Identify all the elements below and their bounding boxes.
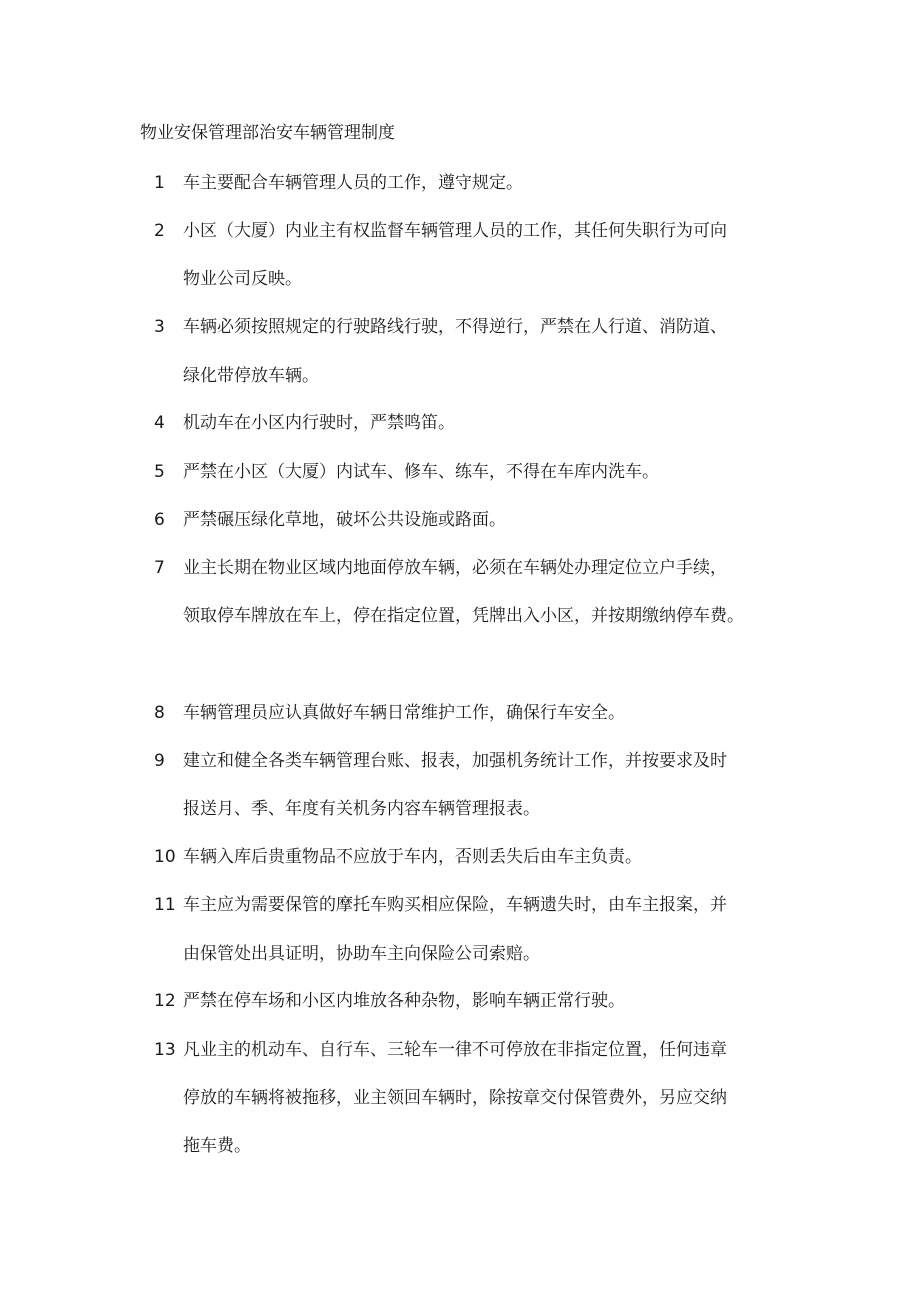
- rule-text-line: 领取停车牌放在车上，停在指定位置，凭牌出入小区，并按期缴纳停车费。: [183, 606, 744, 626]
- rule-text-line: 建立和健全各类车辆管理台账、报表，加强机务统计工作，并按要求及时: [183, 751, 727, 771]
- rule-text-line: 车辆管理员应认真做好车辆日常维护工作，确保行车安全。: [183, 703, 625, 723]
- rule-text-line: 机动车在小区内行驶时，严禁鸣笛。: [183, 413, 455, 433]
- rule-text-line: 物业公司反映。: [183, 269, 302, 289]
- rule-text-line: 严禁碾压绿化草地，破坏公共设施或路面。: [183, 510, 506, 530]
- rule-number: 8: [154, 703, 165, 723]
- rule-number: 1: [154, 173, 165, 193]
- rule-number: 9: [154, 751, 165, 771]
- rule-text-line: 拖车费。: [183, 1136, 251, 1156]
- document-title: 物业安保管理部治安车辆管理制度: [140, 123, 395, 143]
- rule-number: 6: [154, 510, 165, 530]
- rule-number: 11: [154, 895, 176, 915]
- rule-number: 13: [154, 1040, 176, 1060]
- rule-text-line: 凡业主的机动车、自行车、三轮车一律不可停放在非指定位置，任何违章: [183, 1040, 727, 1060]
- rule-text-line: 报送月、季、年度有关机务内容车辆管理报表。: [183, 799, 540, 819]
- rule-text-line: 停放的车辆将被拖移，业主领回车辆时，除按章交付保管费外，另应交纳: [183, 1088, 727, 1108]
- rule-number: 12: [154, 991, 176, 1011]
- rule-text-line: 由保管处出具证明，协助车主向保险公司索赔。: [183, 944, 540, 964]
- rule-text-line: 业主长期在物业区域内地面停放车辆，必须在车辆处办理定位立户手续，: [183, 558, 727, 578]
- rule-text-line: 绿化带停放车辆。: [183, 366, 319, 386]
- rule-text-line: 严禁在停车场和小区内堆放各种杂物，影响车辆正常行驶。: [183, 991, 625, 1011]
- rule-number: 5: [154, 462, 165, 482]
- rule-text-line: 小区（大厦）内业主有权监督车辆管理人员的工作，其任何失职行为可向: [183, 221, 727, 241]
- rule-text-line: 车辆必须按照规定的行驶路线行驶，不得逆行，严禁在人行道、消防道、: [183, 317, 727, 337]
- rule-number: 10: [154, 847, 176, 867]
- rule-text-line: 车辆入库后贵重物品不应放于车内，否则丢失后由车主负责。: [183, 847, 642, 867]
- rule-number: 7: [154, 558, 165, 578]
- rule-text-line: 车主要配合车辆管理人员的工作，遵守规定。: [183, 173, 523, 193]
- rule-text-line: 车主应为需要保管的摩托车购买相应保险，车辆遗失时，由车主报案，并: [183, 895, 727, 915]
- rule-number: 3: [154, 317, 165, 337]
- rule-text-line: 严禁在小区（大厦）内试车、修车、练车，不得在车库内洗车。: [183, 462, 659, 482]
- rule-number: 4: [154, 413, 165, 433]
- rule-number: 2: [154, 221, 165, 241]
